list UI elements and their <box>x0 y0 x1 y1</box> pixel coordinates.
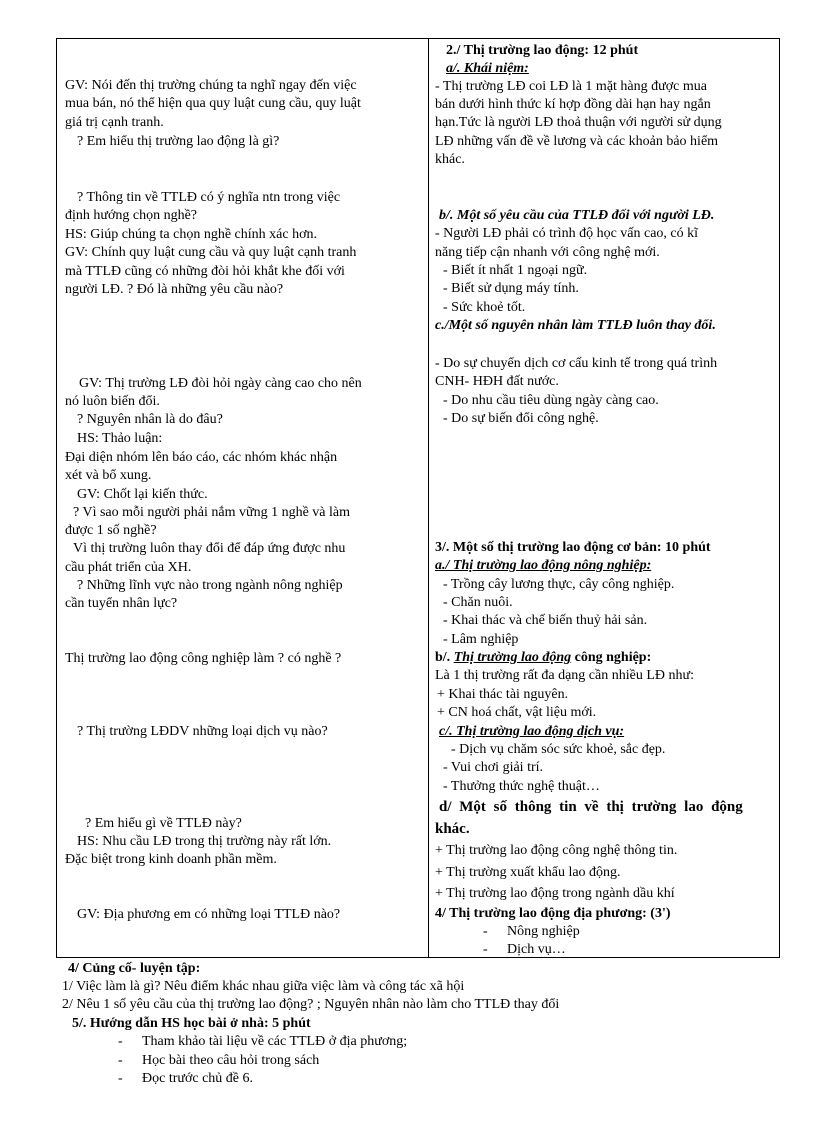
right-text: hạn.Tức là người LĐ thoả thuận với người sử dụng <box>435 115 722 130</box>
section-2c-title: c./Một số nguyên nhân làm TTLĐ luôn thay đổi. <box>435 318 716 333</box>
left-text: Vì thị trường luôn thay đổi để đáp ứng được nhu <box>73 541 346 556</box>
right-text: năng tiếp cận nhanh với công nghệ mới. <box>435 245 660 260</box>
left-text: mà TTLĐ cũng có những đòi hỏi khắt khe đối với <box>65 264 345 279</box>
left-text: người LĐ. ? Đó là những yêu cầu nào? <box>65 282 284 297</box>
right-text: - Thị trường LĐ coi LĐ là 1 mặt hàng được mua <box>435 79 707 94</box>
right-text: - Người LĐ phải có trình độ học vấn cao, có kĩ <box>435 226 699 241</box>
left-text: định hướng chọn nghề? <box>65 208 198 223</box>
left-text: ? Em hiểu gì về TTLĐ này? <box>85 816 242 831</box>
list-dash: - <box>483 924 488 939</box>
homework-title: 5/. Hướng dẫn HS học bài ở nhà: 5 phút <box>72 1016 311 1031</box>
section-2-title: 2./ Thị trường lao động: 12 phút <box>446 43 639 58</box>
section-2a-title <box>446 60 529 78</box>
section-3a-title-text: a./ Thị trường lao động nông nghiệp: <box>435 558 652 573</box>
left-text: mua bán, nó thể hiện qua quy luật cung cầu, quy luật <box>65 96 361 111</box>
footer-text: Đọc trước chủ đề 6. <box>142 1071 254 1086</box>
section-3b-title-text: Thị trường lao động <box>453 650 572 665</box>
left-text: ? Em hiểu thị trường lao động là gì? <box>77 134 280 149</box>
right-text: + Khai thác tài nguyên. <box>437 687 569 702</box>
list-dash: - <box>118 1071 123 1086</box>
right-text: Là 1 thị trường rất đa dạng cần nhiều LĐ như: <box>435 668 694 683</box>
right-text: - Thưởng thức nghệ thuật… <box>443 779 600 794</box>
left-text: GV: Chốt lại kiến thức. <box>77 487 208 502</box>
right-text: - Do sự chuyển dịch cơ cấu kinh tế trong quá trình <box>435 356 718 371</box>
left-text: GV: Nói đến thị trường chúng ta nghĩ ngay đến việc <box>65 78 357 93</box>
right-text: LĐ những vấn đề về lương và các khoản bảo hiểm <box>435 134 719 149</box>
right-text: - Dịch vụ chăm sóc sức khoẻ, sắc đẹp. <box>451 742 666 757</box>
left-text: xét và bổ xung. <box>65 468 152 483</box>
left-text: GV: Thị trường LĐ đòi hỏi ngày càng cao cho nên <box>79 376 362 391</box>
right-text: - Lâm nghiệp <box>443 632 519 647</box>
right-text: - Do sự biến đổi công nghệ. <box>443 411 599 426</box>
list-dash: - <box>118 1053 123 1068</box>
right-text: - Khai thác và chế biến thuỷ hải sản. <box>443 613 648 628</box>
left-text: giá trị cạnh tranh. <box>65 115 164 130</box>
left-text: cầu phát triển của XH. <box>65 560 192 575</box>
right-text: + CN hoá chất, vật liệu mới. <box>437 705 597 720</box>
footer-text: 1/ Việc làm là gì? Nêu điểm khác nhau giữa việc làm và công tác xã hội <box>62 979 465 994</box>
left-text: HS: Giúp chúng ta chọn nghề chính xác hơn. <box>65 227 317 242</box>
left-text: ? Vì sao mỗi người phải nắm vững 1 nghề và làm <box>73 505 350 520</box>
right-text: - Chăn nuôi. <box>443 595 513 610</box>
left-text: Đại diện nhóm lên báo cáo, các nhóm khác nhận <box>65 450 338 465</box>
list-dash: - <box>118 1034 123 1049</box>
section-3b-prefix: b/. <box>435 650 451 665</box>
section-3d-title: d/ Một số thông tin về thị trường lao động <box>439 799 743 815</box>
section-3c-title <box>439 723 624 741</box>
left-text: được 1 số nghề? <box>65 523 157 538</box>
column-divider <box>428 39 429 957</box>
consolidation-title: 4/ Củng cố- luyện tập: <box>68 961 201 976</box>
section-3-title: 3/. Một số thị trường lao động cơ bản: 10 phút <box>435 540 711 555</box>
left-text: cần tuyển nhân lực? <box>65 596 178 611</box>
left-text: GV: Chính quy luật cung cầu và quy luật cạnh tranh <box>65 245 357 260</box>
right-text: Dịch vụ… <box>507 942 566 957</box>
left-text: ? Thông tin về TTLĐ có ý nghĩa ntn trong việc <box>77 190 341 205</box>
section-2a-title-text: a/. Khái niệm: <box>446 61 529 76</box>
right-text: - Trồng cây lương thực, cây công nghiệp. <box>443 577 675 592</box>
right-text: - Sức khoẻ tốt. <box>443 300 526 315</box>
section-4-title: 4/ Thị trường lao động địa phương: (3') <box>435 906 671 921</box>
section-3d-title-cont: khác. <box>435 821 470 837</box>
left-text: Thị trường lao động công nghiệp làm ? có nghề ? <box>65 651 342 666</box>
right-text: - Do nhu cầu tiêu dùng ngày càng cao. <box>443 393 659 408</box>
right-text: - Biết sử dụng máy tính. <box>443 281 579 296</box>
right-text: bán dưới hình thức kí hợp đồng dài hạn hay ngắn <box>435 97 711 112</box>
section-3c-title-text: c/. Thị trường lao động dịch vụ: <box>439 724 625 739</box>
right-text: Nông nghiệp <box>507 924 580 939</box>
left-text: ? Những lĩnh vực nào trong ngành nông nghiệp <box>77 578 343 593</box>
left-text: HS: Nhu cầu LĐ trong thị trường này rất lớn. <box>77 834 332 849</box>
left-text: GV: Địa phương em có những loại TTLĐ nào? <box>77 907 341 922</box>
left-text: HS: Thảo luận: <box>77 431 163 446</box>
lesson-table <box>56 38 780 958</box>
right-text: + Thị trường xuất khẩu lao động. <box>435 865 621 880</box>
section-3a-title <box>435 557 651 575</box>
section-3b-title <box>435 649 651 667</box>
left-text: nó luôn biến đổi. <box>65 394 160 409</box>
footer-text: Học bài theo câu hỏi trong sách <box>142 1053 320 1068</box>
left-text: ? Nguyên nhân là do đâu? <box>77 412 223 427</box>
left-text: ? Thị trường LĐDV những loại dịch vụ nào? <box>77 724 328 739</box>
right-text: + Thị trường lao động công nghệ thông tin. <box>435 843 678 858</box>
section-3b-suffix: công nghiệp: <box>574 650 652 665</box>
right-text: CNH- HĐH đất nước. <box>435 374 559 389</box>
right-text: - Biết ít nhất 1 ngoại ngữ. <box>443 263 588 278</box>
footer-text: 2/ Nêu 1 số yêu cầu của thị trường lao động? ; Nguyên nhân nào làm cho TTLĐ thay đổi <box>62 997 560 1012</box>
list-dash: - <box>483 942 488 957</box>
right-text: khác. <box>435 152 465 167</box>
left-text: Đặc biệt trong kinh doanh phần mềm. <box>65 852 277 867</box>
footer-text: Tham khảo tài liệu về các TTLĐ ở địa phương; <box>142 1034 408 1049</box>
right-text: + Thị trường lao động trong ngành dầu khí <box>435 886 675 901</box>
section-2b-title: b/. Một số yêu cầu của TTLĐ đối với người LĐ. <box>439 208 715 223</box>
right-text: - Vui chơi giải trí. <box>443 760 544 775</box>
